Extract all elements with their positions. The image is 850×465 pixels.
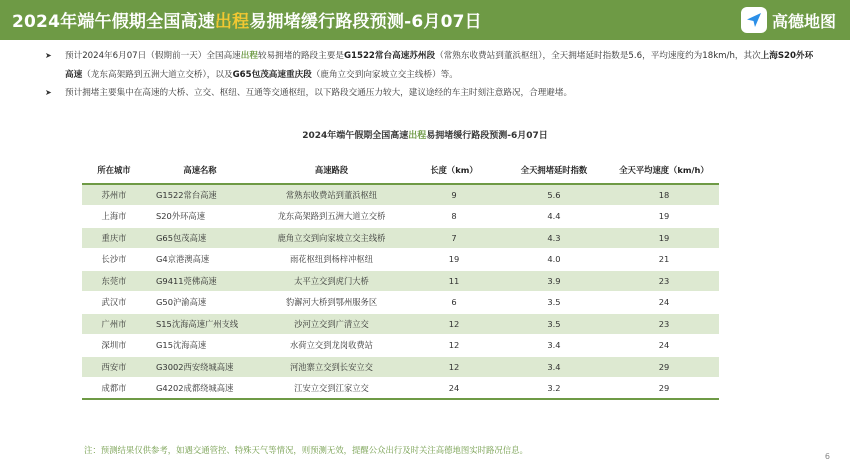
cell-section: 雨花枢纽到杨梓冲枢纽 xyxy=(254,249,409,271)
amap-logo xyxy=(741,6,836,34)
cell-avg-speed: 21 xyxy=(609,249,719,271)
bullet-arrow-icon: ➤ xyxy=(45,51,52,60)
navigation-arrow-icon xyxy=(741,7,767,33)
cell-city: 西安市 xyxy=(82,356,146,378)
cell-delay-index: 4.4 xyxy=(499,206,609,228)
congestion-table xyxy=(82,156,719,400)
bullet-arrow-icon: ➤ xyxy=(45,88,52,97)
table-row xyxy=(82,206,719,228)
table-row xyxy=(82,184,719,206)
cell-length: 12 xyxy=(409,356,499,378)
table-row xyxy=(82,227,719,249)
title-highlight: 出程 xyxy=(214,12,250,32)
cell-section: 河池寨立交到长安立交 xyxy=(254,356,409,378)
cell-length: 24 xyxy=(409,378,499,400)
cell-highway: G9411莞佛高速 xyxy=(146,270,254,292)
cell-avg-speed: 19 xyxy=(609,206,719,228)
cell-highway: S20外环高速 xyxy=(146,206,254,228)
cell-avg-speed: 24 xyxy=(609,292,719,314)
cell-length: 11 xyxy=(409,270,499,292)
cell-section: 龙东高架路到五洲大道立交桥 xyxy=(254,206,409,228)
table-header-row xyxy=(82,156,719,184)
cell-highway: G65包茂高速 xyxy=(146,227,254,249)
cell-section: 沙河立交到广清立交 xyxy=(254,313,409,335)
cell-highway: G50沪渝高速 xyxy=(146,292,254,314)
cell-city: 长沙市 xyxy=(82,249,146,271)
header-highway: 高速名称 xyxy=(146,156,254,184)
cell-delay-index: 4.3 xyxy=(499,227,609,249)
cell-city: 武汉市 xyxy=(82,292,146,314)
table-row xyxy=(82,270,719,292)
cell-delay-index: 3.4 xyxy=(499,356,609,378)
cell-delay-index: 5.6 xyxy=(499,184,609,206)
cell-length: 8 xyxy=(409,206,499,228)
cell-section: 水荷立交到龙岗收费站 xyxy=(254,335,409,357)
cell-avg-speed: 24 xyxy=(609,335,719,357)
header-length: 长度（km） xyxy=(409,156,499,184)
table-row xyxy=(82,335,719,357)
bullet-item: ➤ 预计2024年6月07日（假期前一天）全国高速出程较易拥堵的路段主要是G1522常台高速苏州段（常熟东收费站到董浜枢纽），全天拥堵延时指数是5.6，平均速度约为18km/h，其次上海S20外环高速（龙东高架路到五洲大道立交桥），以及G65包茂高速重庆段（鹿角立交到向家坡立交主线桥）等。 xyxy=(45,47,815,84)
footnote: 注：预测结果仅供参考，如遇交通管控、特殊天气等情况，则预测无效，提醒公众出行及时关注高德地图实时路况信息。 xyxy=(84,445,528,455)
cell-city: 重庆市 xyxy=(82,227,146,249)
cell-highway: G3002西安绕城高速 xyxy=(146,356,254,378)
cell-avg-speed: 19 xyxy=(609,227,719,249)
table-row xyxy=(82,356,719,378)
cell-highway: G15沈海高速 xyxy=(146,335,254,357)
cell-city: 上海市 xyxy=(82,206,146,228)
cell-length: 12 xyxy=(409,313,499,335)
header-delay-index: 全天拥堵延时指数 xyxy=(499,156,609,184)
cell-city: 广州市 xyxy=(82,313,146,335)
cell-length: 6 xyxy=(409,292,499,314)
table-row xyxy=(82,313,719,335)
table-row xyxy=(82,378,719,400)
cell-avg-speed: 29 xyxy=(609,356,719,378)
cell-city: 东莞市 xyxy=(82,270,146,292)
cell-avg-speed: 18 xyxy=(609,184,719,206)
page-title: 2024年端午假期全国高速出程易拥堵缓行路段预测-6月07日 xyxy=(12,12,482,32)
cell-avg-speed: 23 xyxy=(609,313,719,335)
cell-avg-speed: 29 xyxy=(609,378,719,400)
table-row xyxy=(82,249,719,271)
cell-delay-index: 3.2 xyxy=(499,378,609,400)
cell-section: 豹澥河大桥到鄂州服务区 xyxy=(254,292,409,314)
cell-city: 苏州市 xyxy=(82,184,146,206)
cell-section: 鹿角立交到向家坡立交主线桥 xyxy=(254,227,409,249)
cell-length: 7 xyxy=(409,227,499,249)
cell-city: 成都市 xyxy=(82,378,146,400)
cell-highway: G4202成都绕城高速 xyxy=(146,378,254,400)
cell-delay-index: 3.4 xyxy=(499,335,609,357)
cell-delay-index: 3.5 xyxy=(499,313,609,335)
cell-length: 9 xyxy=(409,184,499,206)
cell-delay-index: 3.5 xyxy=(499,292,609,314)
cell-avg-speed: 23 xyxy=(609,270,719,292)
cell-highway: G4京港澳高速 xyxy=(146,249,254,271)
summary-bullets xyxy=(45,47,815,103)
cell-section: 江安立交到江家立交 xyxy=(254,378,409,400)
header-city: 所在城市 xyxy=(82,156,146,184)
logo-text: 高德地图 xyxy=(771,11,836,31)
cell-length: 12 xyxy=(409,335,499,357)
cell-length: 19 xyxy=(409,249,499,271)
cell-city: 深圳市 xyxy=(82,335,146,357)
cell-section: 太平立交到虎门大桥 xyxy=(254,270,409,292)
cell-delay-index: 4.0 xyxy=(499,249,609,271)
table-title: 2024年端午假期全国高速出程易拥堵缓行路段预测-6月07日 xyxy=(302,131,548,141)
cell-delay-index: 3.9 xyxy=(499,270,609,292)
header-section: 高速路段 xyxy=(254,156,409,184)
page-number: 6 xyxy=(824,452,830,461)
bullet-item: ➤ 预计拥堵主要集中在高速的大桥、立交、枢纽、互通等交通枢纽，以下路段交通压力较大，建议途经的车主时刻注意路况，合理避堵。 xyxy=(45,84,815,103)
table-row xyxy=(82,292,719,314)
cell-highway: G1522常台高速 xyxy=(146,184,254,206)
cell-highway: S15沈海高速广州支线 xyxy=(146,313,254,335)
cell-section: 常熟东收费站到董浜枢纽 xyxy=(254,184,409,206)
header-bar xyxy=(0,0,850,40)
header-avg-speed: 全天平均速度（km/h） xyxy=(609,156,719,184)
